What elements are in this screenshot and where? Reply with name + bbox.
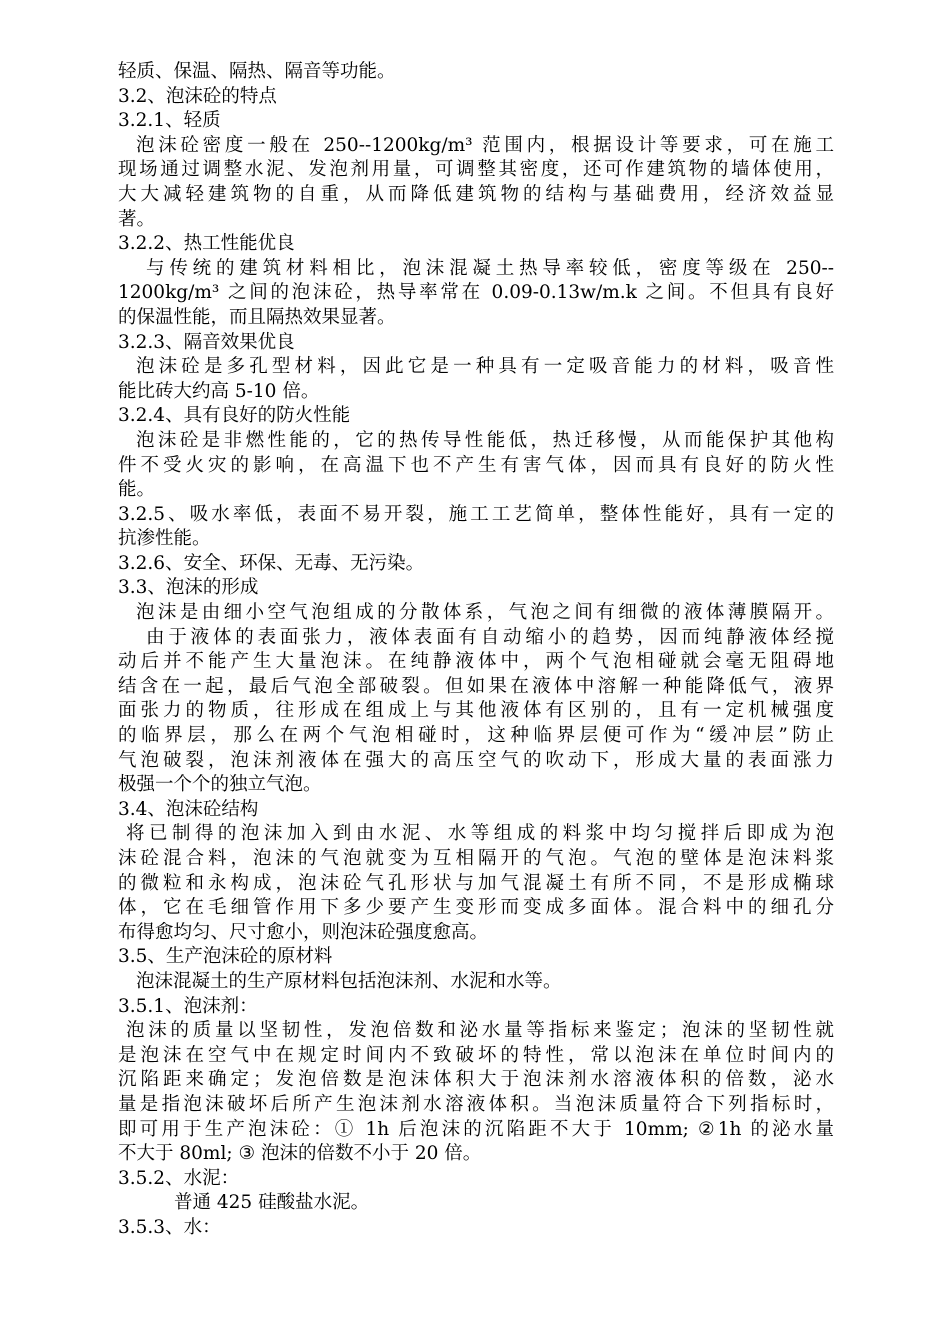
text-line: 的保温性能，而且隔热效果显著。 [118, 306, 396, 328]
text-line: 沉陷距来确定；发泡倍数是泡沫体积大于泡沫剂水溶液体积的倍数，泌水 [118, 1069, 834, 1091]
text-line: 由于液体的表面张力，液体表面有自动缩小的趋势，因而纯静液体经搅 [146, 626, 834, 648]
section-heading: 3.4、泡沫砼结构 [118, 798, 259, 820]
subsection-heading: 3.2.2、热工性能优良 [118, 233, 295, 255]
text-line: 泡沫是由细小空气泡组成的分散体系，气泡之间有细微的液体薄膜隔开。 [136, 602, 834, 624]
subsection-heading: 3.2.3、隔音效果优良 [118, 331, 295, 353]
text-line: 能。 [118, 479, 156, 501]
subsection-heading: 3.5.2、水泥： [118, 1167, 240, 1189]
text-line: 普通 425 硅酸盐水泥。 [174, 1192, 370, 1214]
text-line: 即可用于生产泡沫砼：① 1h 后泡沫的沉陷距不大于 10mm; ②1h 的泌水量 [118, 1118, 834, 1140]
text-line: 体，它在毛细管作用下多少要产生变形而变成多面体。混合料中的细孔分 [118, 897, 834, 919]
text-line: 量是指泡沫破坏后所产生泡沫剂水溶液体积。当泡沫质量符合下列指标时， [118, 1093, 834, 1115]
text-line: 泡沫的质量以坚韧性，发泡倍数和泌水量等指标来鉴定；泡沫的坚韧性就 [126, 1020, 834, 1042]
text-line: 将已制得的泡沫加入到由水泥、水等组成的料浆中均匀搅拌后即成为泡 [126, 823, 834, 845]
text-line: 抗渗性能。 [118, 528, 211, 550]
subsection-heading: 3.5.1、泡沫剂： [118, 995, 258, 1017]
text-line: 泡沫砼密度一般在 250--1200kg∕m³ 范围内，根据设计等要求，可在施工 [136, 134, 834, 156]
text-line: 1200kg/m³ 之间的泡沫砼，热导率常在 0.09-0.13w/m.k 之间。不但具有良好 [118, 282, 834, 304]
subsection-heading: 3.2.4、具有良好的防火性能 [118, 405, 351, 427]
text-line: 泡沫砼是多孔型材料，因此它是一种具有一定吸音能力的材料，吸音性 [136, 356, 834, 378]
subsection-heading: 3.2.1、轻质 [118, 110, 221, 132]
text-line: 与传统的建筑材料相比，泡沫混凝土热导率较低，密度等级在 250-- [146, 257, 834, 279]
text-line: 泡沫砼是非燃性能的，它的热传导性能低，热迁移慢，从而能保护其他构 [136, 429, 834, 451]
subsection-heading: 3.5.3、水： [118, 1216, 221, 1238]
text-line: 面张力的物质，往形成在组成上与其他液体有区别的，且有一定机械强度 [118, 700, 834, 722]
document-page [118, 60, 834, 1241]
text-line: 轻质、保温、隔热、隔音等功能。 [118, 61, 396, 82]
text-line: 大大减轻建筑物的自重，从而降低建筑物的结构与基础费用，经济效益显 [118, 183, 834, 205]
text-line: 的临界层，那么在两个气泡相碰时，这种临界层便可作为“缓冲层”防止 [118, 725, 834, 747]
subsection-heading: 3.2.5、吸水率低，表面不易开裂，施工工艺简单，整体性能好，具有一定的 [118, 503, 834, 525]
section-heading: 3.5、生产泡沫砼的原材料 [118, 946, 333, 968]
text-line: 气泡破裂，泡沫剂液体在强大的高压空气的吹动下，形成大量的表面涨力 [118, 749, 834, 771]
text-line: 泡沫混凝土的生产原材料包括泡沫剂、水泥和水等。 [136, 970, 562, 992]
subsection-heading: 3.2.6、安全、环保、无毒、无污染。 [118, 552, 425, 574]
text-line: 沫砼混合料，泡沫的气泡就变为互相隔开的气泡。气泡的壁体是泡沫料浆 [118, 848, 834, 869]
text-line: 著。 [118, 208, 156, 230]
text-line: 结含在一起，最后气泡全部破裂。但如果在液体中溶解一种能降低气，液界 [118, 675, 834, 697]
text-line: 现场通过调整水泥、发泡剂用量，可调整其密度，还可作建筑物的墙体使用， [118, 159, 834, 181]
text-line: 的微粒和永构成，泡沫砼气孔形状与加气混凝土有所不同，不是形成椭球 [118, 872, 834, 894]
text-line: 能比砖大约高 5-10 倍。 [118, 380, 320, 402]
text-line: 极强一个个的独立气泡。 [118, 774, 322, 796]
text-line: 件不受火灾的影响，在高温下也不产生有害气体，因而具有良好的防火性 [118, 454, 834, 476]
text-line: 布得愈均匀、尺寸愈小，则泡沫砼强度愈高。 [118, 921, 489, 943]
text-line: 动后并不能产生大量泡沫。在纯静液体中，两个气泡相碰就会毫无阻碍地 [118, 651, 834, 673]
section-heading: 3.3、泡沫的形成 [118, 577, 259, 599]
text-line: 是泡沫在空气中在规定时间内不致破坏的特性，常以泡沫在单位时间内的 [118, 1044, 834, 1066]
section-heading: 3.2、泡沫砼的特点 [118, 85, 277, 107]
text-line: 不大于 80ml; ③ 泡沫的倍数不小于 20 倍。 [118, 1143, 482, 1165]
